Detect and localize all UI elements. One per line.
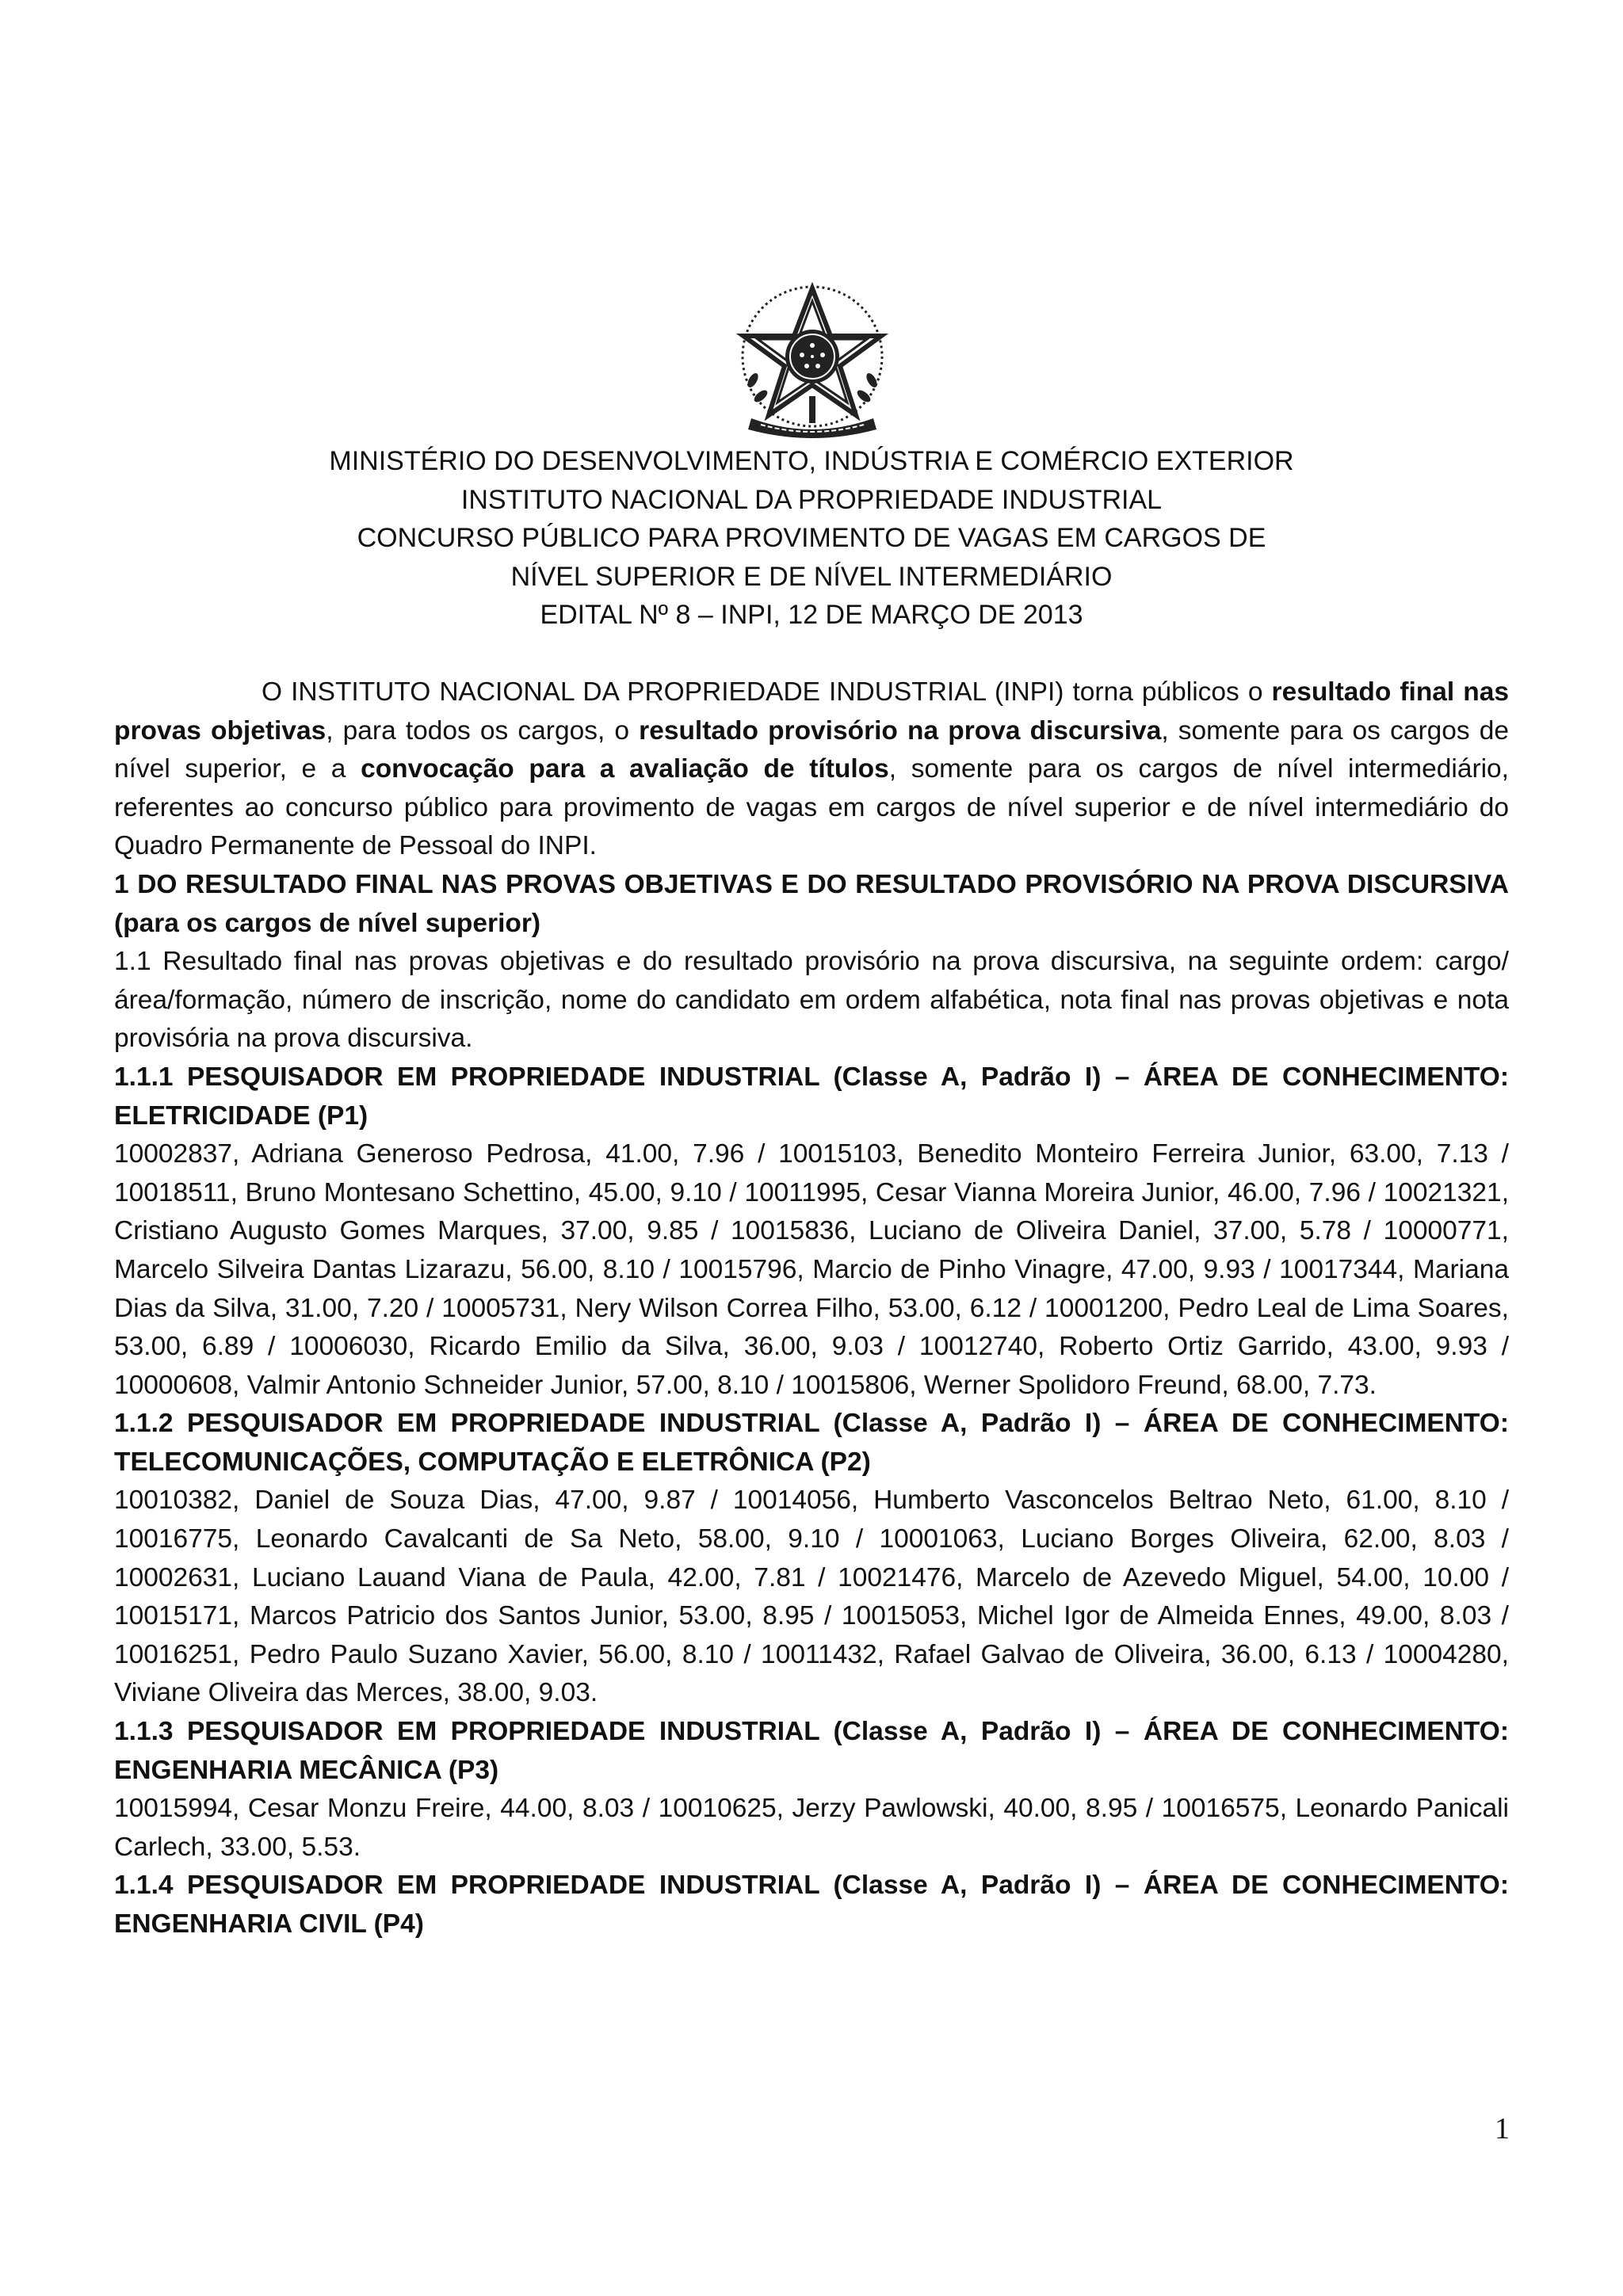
document-header — [114, 442, 1509, 635]
section-1-title: 1 DO RESULTADO FINAL NAS PROVAS OBJETIVAS E DO RESULTADO PROVISÓRIO NA PROVA DISCURSIVA (para os cargos de nível superior) — [114, 869, 1509, 938]
intro-text-4: , somente para os cargos de nível intermediário, referentes ao concurso público para provimento de vagas em cargos de nível superior e de nível intermediário do Quadro Permanente de Pessoal do INPI. — [114, 754, 1509, 861]
subsection-heading: 1.1.4 PESQUISADOR EM PROPRIEDADE INDUSTRIAL (Classe A, Padrão I) – ÁREA DE CONHECIMENTO: ENGENHARIA CIVIL (P4) — [114, 1871, 1509, 1939]
header-institute: INSTITUTO NACIONAL DA PROPRIEDADE INDUSTRIAL — [460, 484, 1163, 515]
results-list: 10015994, Cesar Monzu Freire, 44.00, 8.03 / 10010625, Jerzy Pawlowski, 40.00, 8.95 / 10016575, Leonardo Panicali Carlech, 33.00, 5.53. — [114, 1794, 1509, 1862]
header-ministry: MINISTÉRIO DO DESENVOLVIMENTO, INDÚSTRIA E COMÉRCIO EXTERIOR — [329, 446, 1294, 476]
intro-text-2: , para todos os cargos, o — [326, 715, 640, 746]
subsection-heading: 1.1.1 PESQUISADOR EM PROPRIEDADE INDUSTRIAL (Classe A, Padrão I) – ÁREA DE CONHECIMENTO: ELETRICIDADE (P1) — [114, 1062, 1509, 1131]
results-list: 10010382, Daniel de Souza Dias, 47.00, 9.87 / 10014056, Humberto Vasconcelos Beltrao Neto, 61.00, 8.10 / 10016775, Leonardo Cavalcanti de Sa Neto, 58.00, 9.10 / 10001063, Luciano Borges Oliveira, 62.00, 8.03 / 10002631, Luciano Lauand Viana de Paula, 42.00, 7.81 / 10021476, Marcelo de Azevedo Miguel, 54.00, 10.00 / 10015171, Marcos Patricio dos Santos Junior, 53.00, 8.95 / 10015053, Michel Igor de Almeida Ennes, 49.00, 8.03 / 10016251, Pedro Paulo Suzano Xavier, 56.00, 8.10 / 10011432, Rafael Galvao de Oliveira, 36.00, 6.13 / 10004280, Viviane Oliveira das Merces, 38.00, 9.03. — [114, 1486, 1509, 1708]
header-contest-line2: NÍVEL SUPERIOR E DE NÍVEL INTERMEDIÁRIO — [510, 561, 1113, 592]
intro-bold-2: resultado provisório na prova discursiva — [639, 715, 1162, 746]
intro-paragraph — [114, 673, 1509, 866]
intro-text-1: O INSTITUTO NACIONAL DA PROPRIEDADE INDUSTRIAL (INPI) torna públicos o — [262, 677, 1272, 707]
header-edital: EDITAL Nº 8 – INPI, 12 DE MARÇO DE 2013 — [540, 600, 1083, 630]
results-list: 10002837, Adriana Generoso Pedrosa, 41.00, 7.96 / 10015103, Benedito Monteiro Ferreira Junior, 63.00, 7.13 / 10018511, Bruno Montesano Schettino, 45.00, 9.10 / 10011995, Cesar Vianna Moreira Junior, 46.00, 7.96 / 10021321, Cristiano Augusto Gomes Marques, 37.00, 9.85 / 10015836, Luciano de Oliveira Daniel, 37.00, 5.78 / 10000771, Marcelo Silveira Dantas Lizarazu, 56.00, 8.10 / 10015796, Marcio de Pinho Vinagre, 47.00, 9.93 / 10017344, Mariana Dias da Silva, 31.00, 7.20 / 10005731, Nery Wilson Correa Filho, 53.00, 6.12 / 10001200, Pedro Leal de Lima Soares, 53.00, 6.89 / 10006030, Ricardo Emilio da Silva, 36.00, 9.03 / 10012740, Roberto Ortiz Garrido, 43.00, 9.93 / 10000608, Valmir Antonio Schneider Junior, 57.00, 8.10 / 10015806, Werner Spolidoro Freund, 68.00, 7.73. — [114, 1139, 1509, 1400]
document-body — [114, 673, 1509, 1944]
page-number: 1 — [1495, 2112, 1510, 2145]
paragraph-1-1: 1.1 Resultado final nas provas objetivas e do resultado provisório na prova discursiva, na seguinte ordem: cargo/área/formação, número de inscrição, nome do candidato em ordem alfabética, nota final nas provas objetivas e nota provisória na prova discursiva. — [114, 947, 1509, 1054]
intro-bold-1: resultado final nas provas objetivas — [114, 677, 1509, 746]
intro-text-3: , somente para os cargos de nível superior, e a — [114, 715, 1510, 784]
intro-bold-3: convocação para a avaliação de títulos — [361, 754, 889, 784]
coat-of-arms-brazil-icon — [729, 277, 896, 444]
header-contest-line1: CONCURSO PÚBLICO PARA PROVIMENTO DE VAGAS EM CARGOS DE — [357, 523, 1266, 553]
subsection-heading: 1.1.2 PESQUISADOR EM PROPRIEDADE INDUSTRIAL (Classe A, Padrão I) – ÁREA DE CONHECIMENTO: TELECOMUNICAÇÕES, COMPUTAÇÃO E ELETRÔNICA (P2) — [114, 1409, 1509, 1477]
subsection-heading: 1.1.3 PESQUISADOR EM PROPRIEDADE INDUSTRIAL (Classe A, Padrão I) – ÁREA DE CONHECIMENTO: ENGENHARIA MECÂNICA (P3) — [114, 1717, 1509, 1785]
